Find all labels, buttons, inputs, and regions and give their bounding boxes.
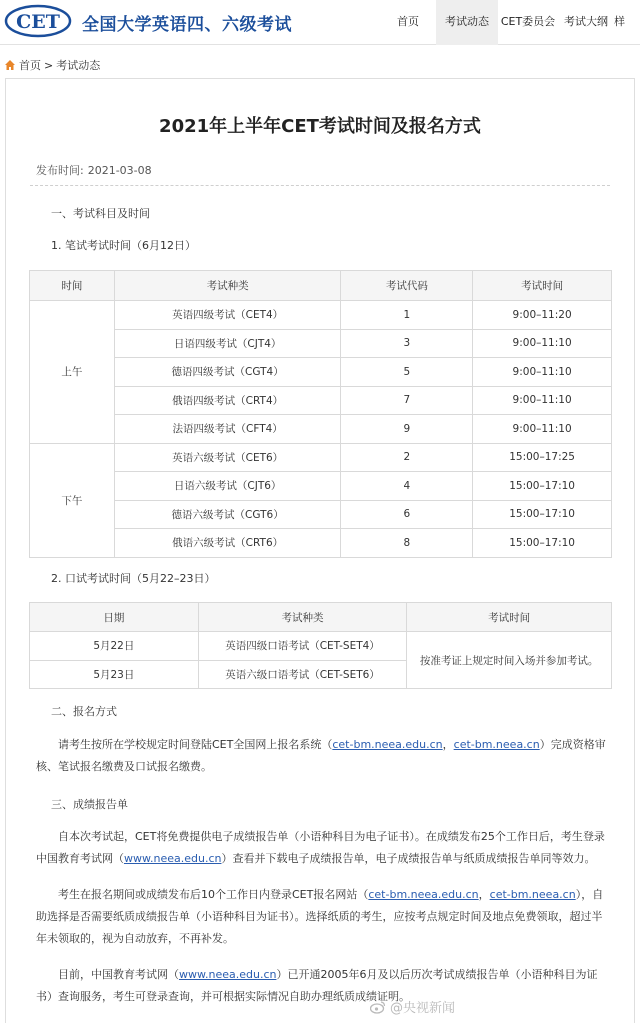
section-2-heading: 二、报名方式 bbox=[51, 705, 117, 718]
table-cell: 俄语六级考试（CRT6） bbox=[114, 529, 341, 558]
score-report-paragraph-1 bbox=[36, 826, 612, 870]
table-cell: 日语六级考试（CJT6） bbox=[114, 472, 341, 501]
subsection-written-heading: 1. 笔试考试时间（6月12日） bbox=[51, 239, 196, 252]
table-cell: 8 bbox=[341, 529, 473, 558]
table-cell: 俄语四级考试（CRT4） bbox=[114, 386, 341, 415]
breadcrumb-home[interactable]: 首页 bbox=[19, 59, 41, 72]
registration-link-1[interactable]: cet-bm.neea.edu.cn bbox=[332, 738, 443, 751]
text: ）已开通2005年6月及以后历次考试成绩报告单（小语种科目为证书）查询服务，考生可登录查询，并可根据实际情况自助办理纸质成绩证明。 bbox=[36, 968, 598, 1003]
registration-paragraph bbox=[36, 734, 612, 778]
table-row bbox=[30, 415, 612, 444]
table-cell: 15:00–17:10 bbox=[473, 500, 612, 529]
table-row bbox=[30, 472, 612, 501]
table-cell: 4 bbox=[341, 472, 473, 501]
oral-time-note: 按准考证上规定时间入场并参加考试。 bbox=[407, 632, 612, 689]
neea-query-link[interactable]: www.neea.edu.cn bbox=[179, 968, 277, 981]
table-cell: 9:00–11:20 bbox=[473, 301, 612, 330]
nav-cet-committee[interactable]: CET委员会 bbox=[500, 15, 556, 28]
column-header: 考试代码 bbox=[341, 271, 473, 301]
table-cell: 3 bbox=[341, 329, 473, 358]
table-cell: 英语四级口语考试（CET-SET4） bbox=[198, 632, 407, 661]
publish-date bbox=[36, 162, 152, 178]
written-exam-table bbox=[29, 270, 612, 558]
text: 请考生按所在学校规定时间登陆CET全国网上报名系统（ bbox=[58, 738, 333, 751]
neea-link[interactable]: www.neea.edu.cn bbox=[124, 852, 222, 865]
table-cell: 5月23日 bbox=[30, 660, 199, 689]
table-cell: 9:00–11:10 bbox=[473, 415, 612, 444]
text: 考生在报名期间或成绩发布后10个工作日内登录CET报名网站（ bbox=[58, 888, 369, 901]
table-cell: 法语四级考试（CFT4） bbox=[114, 415, 341, 444]
breadcrumb-current[interactable]: 考试动态 bbox=[56, 59, 101, 72]
site-header bbox=[0, 0, 640, 45]
table-row bbox=[30, 301, 612, 330]
column-header: 考试种类 bbox=[114, 271, 341, 301]
breadcrumb-separator: > bbox=[44, 58, 54, 72]
publish-date-label: 发布时间: bbox=[36, 164, 84, 177]
table-header-row bbox=[30, 603, 612, 632]
registration-site-link-1[interactable]: cet-bm.neea.edu.cn bbox=[368, 888, 479, 901]
score-report-paragraph-2 bbox=[36, 884, 612, 950]
column-header: 日期 bbox=[30, 603, 199, 632]
table-cell: 7 bbox=[341, 386, 473, 415]
table-row bbox=[30, 529, 612, 558]
column-header: 考试种类 bbox=[198, 603, 407, 632]
table-cell: 英语六级口语考试（CET-SET6） bbox=[198, 660, 407, 689]
table-cell: 9 bbox=[341, 415, 473, 444]
nav-syllabus[interactable]: 考试大纲 bbox=[564, 15, 608, 28]
table-cell: 6 bbox=[341, 500, 473, 529]
table-cell: 9:00–11:10 bbox=[473, 386, 612, 415]
table-cell: 15:00–17:25 bbox=[473, 443, 612, 472]
watermark-text: @央视新闻 bbox=[390, 1001, 456, 1016]
cet-logo[interactable] bbox=[4, 4, 72, 38]
table-cell: 英语六级考试（CET6） bbox=[114, 443, 341, 472]
table-cell: 5 bbox=[341, 358, 473, 387]
section-1-heading: 一、考试科目及时间 bbox=[51, 207, 150, 220]
score-report-paragraph-3 bbox=[36, 964, 612, 1008]
column-header: 考试时间 bbox=[473, 271, 612, 301]
text: ， bbox=[478, 888, 490, 901]
nav-sample[interactable]: 样 bbox=[614, 15, 625, 28]
table-header-row bbox=[30, 271, 612, 301]
table-row bbox=[30, 358, 612, 387]
table-cell: 英语四级考试（CET4） bbox=[114, 301, 341, 330]
text: 目前，中国教育考试网（ bbox=[58, 968, 179, 981]
table-cell: 日语四级考试（CJT4） bbox=[114, 329, 341, 358]
period-cell-afternoon: 下午 bbox=[30, 443, 115, 557]
table-cell: 15:00–17:10 bbox=[473, 472, 612, 501]
registration-link-2[interactable]: cet-bm.neea.cn bbox=[453, 738, 540, 751]
main-nav bbox=[388, 0, 640, 45]
divider bbox=[30, 185, 610, 186]
table-row bbox=[30, 632, 612, 661]
article-title: 2021年上半年CET考试时间及报名方式 bbox=[159, 116, 481, 137]
table-row bbox=[30, 329, 612, 358]
text: ），自助选择是否需要纸质成绩报告单（小语种科目为证书）。选择纸质的考生，应按考点规定时间及地点免费领取，超过半年未领取的，视为自动放弃，不再补发。 bbox=[36, 888, 604, 945]
table-cell: 15:00–17:10 bbox=[473, 529, 612, 558]
text: ）完成资格审核、笔试报名缴费及口试报名缴费。 bbox=[36, 738, 606, 773]
table-cell: 9:00–11:10 bbox=[473, 329, 612, 358]
nav-exam-news[interactable]: 考试动态 bbox=[436, 0, 498, 45]
oral-exam-table bbox=[29, 602, 612, 689]
text: 自本次考试起，CET将免费提供电子成绩报告单（小语种科目为电子证书）。在成绩发布25个工作日后，考生登录中国教育考试网（ bbox=[36, 830, 605, 865]
table-cell: 2 bbox=[341, 443, 473, 472]
table-cell: 1 bbox=[341, 301, 473, 330]
registration-site-link-2[interactable]: cet-bm.neea.cn bbox=[489, 888, 576, 901]
period-cell-morning: 上午 bbox=[30, 301, 115, 444]
column-header: 考试时间 bbox=[407, 603, 612, 632]
nav-home[interactable]: 首页 bbox=[397, 15, 419, 28]
table-cell: 德语六级考试（CGT6） bbox=[114, 500, 341, 529]
subsection-oral-heading: 2. 口试考试时间（5月22–23日） bbox=[51, 572, 216, 585]
table-row bbox=[30, 386, 612, 415]
publish-date-value: 2021-03-08 bbox=[87, 164, 152, 177]
table-cell: 德语四级考试（CGT4） bbox=[114, 358, 341, 387]
weibo-icon bbox=[370, 1000, 386, 1014]
text: ）查看并下载电子成绩报告单，电子成绩报告单与纸质成绩报告单同等效力。 bbox=[221, 852, 596, 865]
watermark bbox=[370, 997, 455, 1016]
table-cell: 5月22日 bbox=[30, 632, 199, 661]
table-cell: 9:00–11:10 bbox=[473, 358, 612, 387]
breadcrumb bbox=[4, 57, 100, 73]
table-row bbox=[30, 500, 612, 529]
text: ， bbox=[442, 738, 454, 751]
section-3-heading: 三、成绩报告单 bbox=[51, 798, 128, 811]
home-icon bbox=[4, 59, 16, 71]
table-row bbox=[30, 443, 612, 472]
column-header: 时间 bbox=[30, 271, 115, 301]
site-title[interactable]: 全国大学英语四、六级考试 bbox=[82, 15, 292, 35]
logo-text: CET bbox=[16, 11, 60, 33]
